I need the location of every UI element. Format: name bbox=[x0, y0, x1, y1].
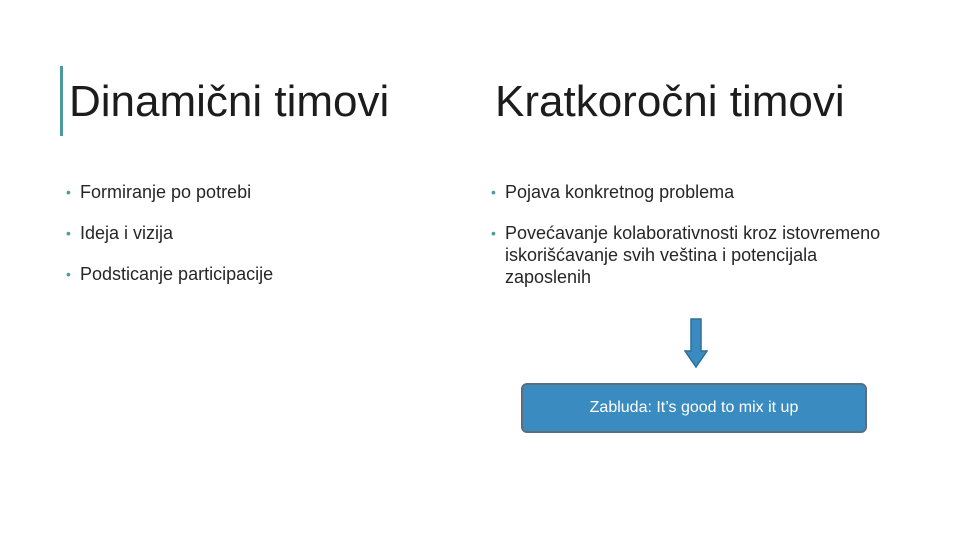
list-item bbox=[66, 181, 426, 203]
left-column-heading: Dinamični timovi bbox=[69, 77, 390, 126]
misconception-callout bbox=[521, 383, 867, 433]
bullet-icon: • bbox=[491, 184, 496, 200]
bullet-text: Pojava konkretnog problema bbox=[505, 182, 735, 202]
bullet-icon: • bbox=[491, 225, 496, 241]
list-item bbox=[491, 222, 881, 288]
bullet-text: Povećavanje kolaborativnosti kroz istovremeno iskorišćavanje svih veština i potencijala zaposlenih bbox=[505, 223, 881, 287]
list-item bbox=[66, 222, 426, 244]
left-bullet-list bbox=[66, 181, 426, 304]
list-item bbox=[491, 181, 881, 203]
right-bullet-list bbox=[491, 181, 881, 307]
bullet-icon: • bbox=[66, 225, 71, 241]
heading-accent-bar bbox=[60, 66, 63, 136]
bullet-icon: • bbox=[66, 266, 71, 282]
bullet-text: Podsticanje participacije bbox=[80, 264, 274, 284]
list-item bbox=[66, 263, 426, 285]
bullet-text: Ideja i vizija bbox=[80, 223, 174, 243]
callout-text: Zabluda: It’s good to mix it up bbox=[589, 399, 799, 416]
down-arrow-icon bbox=[684, 318, 708, 368]
bullet-icon: • bbox=[66, 184, 71, 200]
right-column-heading: Kratkoročni timovi bbox=[495, 77, 845, 126]
bullet-text: Formiranje po potrebi bbox=[80, 182, 252, 202]
